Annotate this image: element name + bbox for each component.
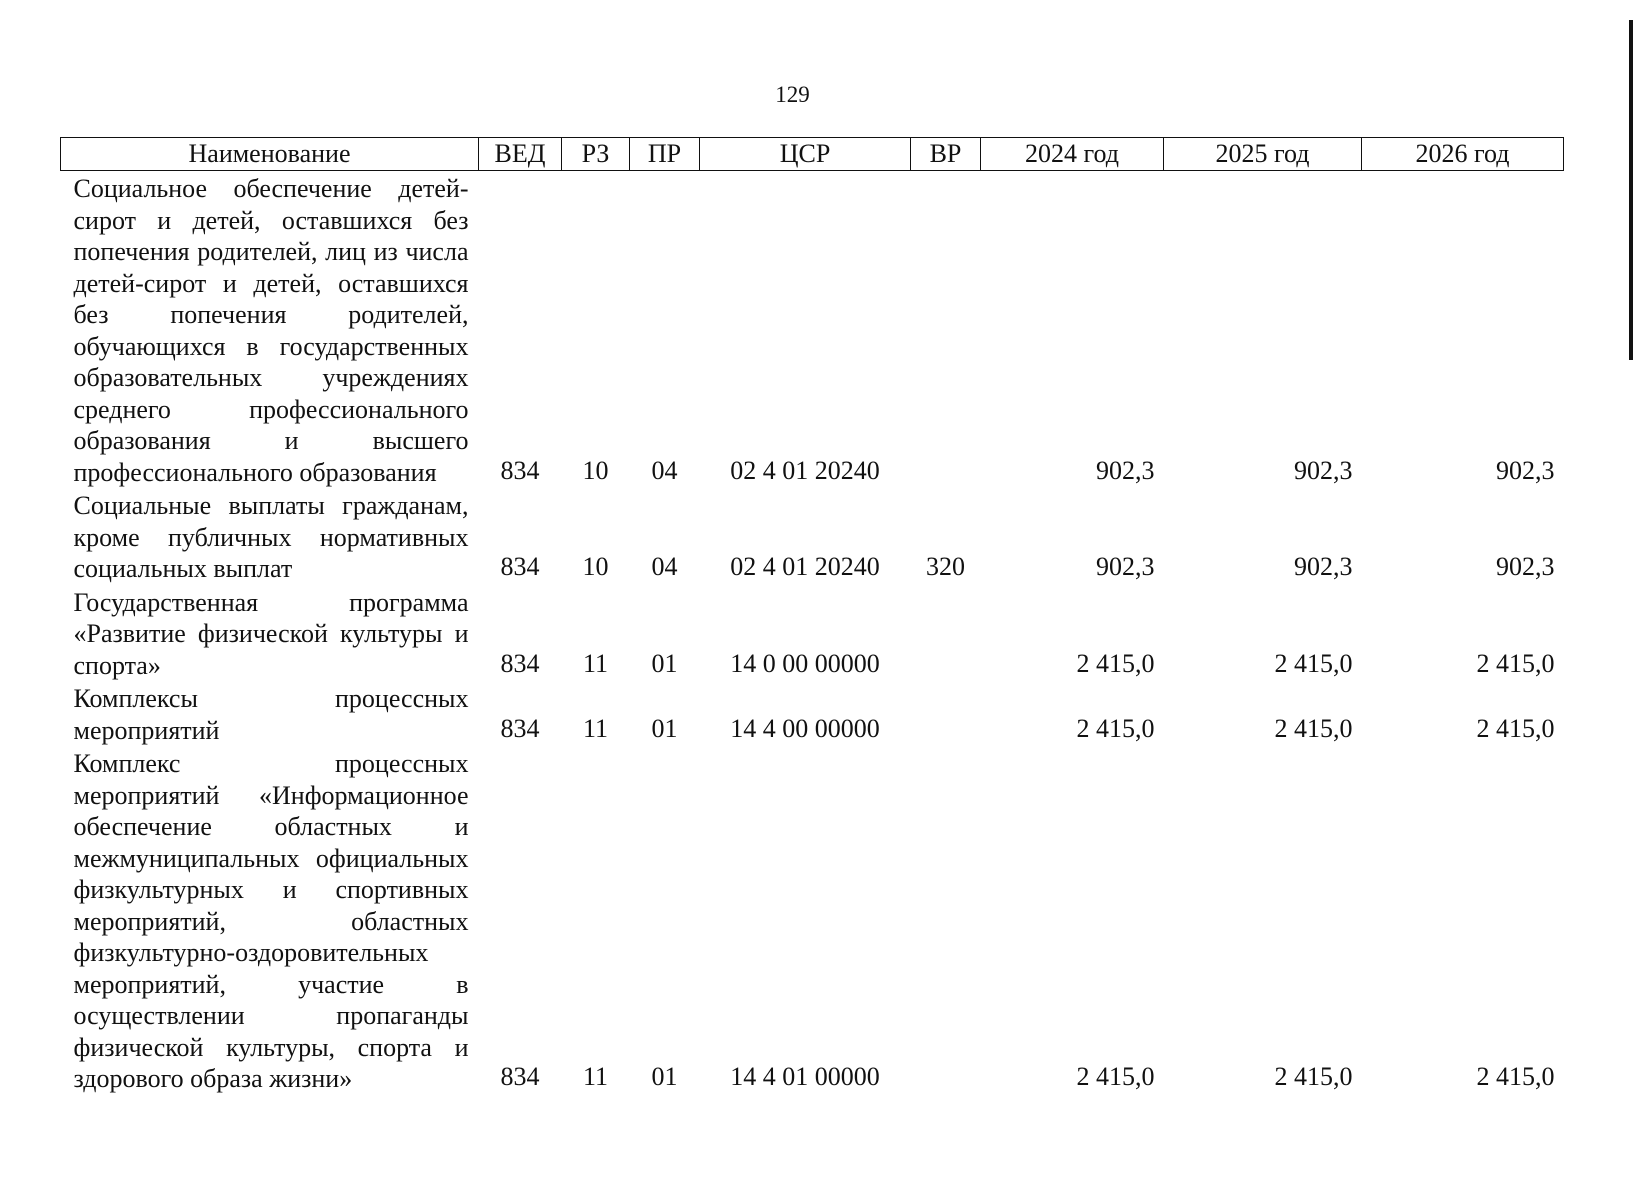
header-csr: ЦСР (700, 138, 911, 171)
header-name: Наименование (61, 138, 479, 171)
scan-edge-line (1629, 20, 1633, 360)
row-pr: 04 (651, 455, 678, 485)
row-amount-2026: 2 415,0 (1476, 713, 1555, 743)
row-csr: 14 4 01 00000 (730, 1062, 880, 1091)
row-csr: 02 4 01 20240 (730, 455, 880, 485)
row-rz: 10 (582, 455, 609, 485)
row-amount-2025: 2 415,0 (1274, 713, 1353, 743)
row-amount-2026: 2 415,0 (1476, 648, 1555, 678)
row-amount-2025: 2 415,0 (1274, 1062, 1353, 1091)
row-ved: 834 (500, 455, 540, 485)
row-pr: 04 (651, 552, 678, 581)
row-name: Комплексы процессных мероприятий (73, 684, 469, 745)
row-amount-2026: 902,3 (1496, 455, 1555, 485)
header-2025: 2025 год (1164, 138, 1362, 171)
page-number: 129 (775, 82, 810, 107)
table-row (61, 171, 1564, 489)
row-vr (911, 746, 981, 1095)
row-rz: 11 (582, 1062, 609, 1091)
header-pr: ПР (630, 138, 700, 171)
row-name: Социальные выплаты гражданам, кроме публичных нормативных социальных выплат (73, 491, 469, 583)
row-rz: 11 (582, 713, 609, 743)
row-ved: 834 (500, 648, 540, 678)
row-ved: 834 (500, 552, 540, 581)
row-vr: 320 (926, 552, 965, 581)
row-amount-2025: 902,3 (1294, 552, 1353, 581)
table-row (61, 681, 1564, 746)
table-row (61, 488, 1564, 585)
row-vr (911, 681, 981, 746)
budget-table (60, 137, 1564, 1095)
row-csr: 02 4 01 20240 (730, 552, 880, 581)
row-ved: 834 (500, 1062, 540, 1091)
row-csr: 14 0 00 00000 (730, 648, 880, 678)
row-name: Комплекс процессных мероприятий «Информационное обеспечение областных и межмуниципальных официальных физкультурных и спортивных мероприятий, областных физкультурно-оздоровительных мероприятий, участие в осуществлении пропаганды физической культуры, спорта и здорового образа жизни» (73, 749, 469, 1093)
header-2024: 2024 год (981, 138, 1164, 171)
row-name: Социальное обеспечение детей-сирот и детей, оставшихся без попечения родителей, лиц из числа детей-сирот и детей, оставшихся без попечения родителей, обучающихся в государственных образовательных учреждениях среднего профессионального образования и высшего профессионального образования (73, 174, 469, 487)
header-rz: РЗ (562, 138, 630, 171)
row-amount-2024: 902,3 (1096, 552, 1155, 581)
header-vr: ВР (911, 138, 981, 171)
row-amount-2024: 2 415,0 (1076, 1062, 1155, 1091)
row-pr: 01 (651, 1062, 678, 1091)
row-amount-2025: 902,3 (1294, 455, 1353, 485)
row-vr (911, 171, 981, 489)
row-amount-2024: 2 415,0 (1076, 648, 1155, 678)
row-amount-2025: 2 415,0 (1274, 648, 1353, 678)
row-name: Государственная программа «Развитие физической культуры и спорта» (73, 587, 469, 680)
row-amount-2026: 2 415,0 (1476, 1062, 1555, 1091)
table-row (61, 746, 1564, 1095)
header-2026: 2026 год (1362, 138, 1564, 171)
row-ved: 834 (500, 713, 540, 743)
row-vr (911, 585, 981, 682)
table-row (61, 585, 1564, 682)
row-rz: 10 (582, 552, 609, 581)
row-amount-2024: 2 415,0 (1076, 713, 1155, 743)
row-pr: 01 (651, 713, 678, 743)
table-header-row (61, 138, 1564, 171)
row-rz: 11 (582, 648, 609, 678)
header-ved: ВЕД (479, 138, 562, 171)
row-amount-2026: 902,3 (1496, 552, 1555, 581)
row-pr: 01 (651, 648, 678, 678)
row-csr: 14 4 00 00000 (730, 713, 880, 743)
row-amount-2024: 902,3 (1096, 455, 1155, 485)
